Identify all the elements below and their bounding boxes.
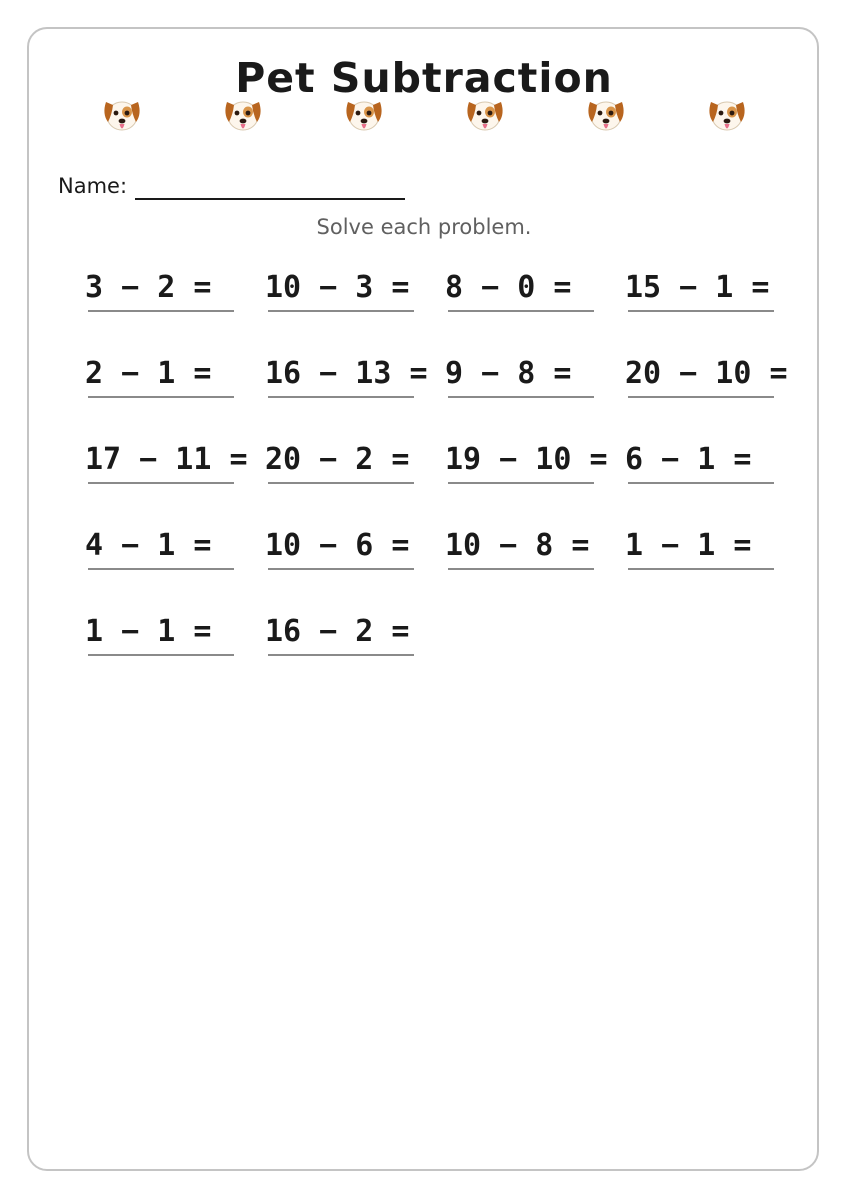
problem-item [85, 528, 265, 578]
problem-text: 17 − 11 = [85, 442, 248, 477]
answer-line[interactable] [268, 396, 414, 398]
answer-line[interactable] [448, 310, 594, 312]
problem-item [265, 442, 445, 492]
problem-item [625, 270, 805, 320]
answer-line[interactable] [628, 310, 774, 312]
problem-text: 4 − 1 = [85, 528, 212, 563]
answer-line[interactable] [268, 482, 414, 484]
problem-text: 10 − 8 = [445, 528, 590, 563]
problem-text: 19 − 10 = [445, 442, 608, 477]
problem-text: 1 − 1 = [625, 528, 752, 563]
problem-text: 10 − 6 = [265, 528, 410, 563]
answer-line[interactable] [88, 654, 234, 656]
problem-text: 20 − 2 = [265, 442, 410, 477]
problem-text: 6 − 1 = [625, 442, 752, 477]
worksheet-title: Pet Subtraction [235, 54, 613, 102]
answer-line[interactable] [88, 482, 234, 484]
answer-line[interactable] [268, 654, 414, 656]
problem-item [85, 270, 265, 320]
instructions: Solve each problem. [316, 215, 532, 239]
problem-text: 16 − 13 = [265, 356, 428, 391]
problem-item [265, 356, 445, 406]
problem-text: 20 − 10 = [625, 356, 788, 391]
problem-item [445, 270, 625, 320]
problem-text: 3 − 2 = [85, 270, 212, 305]
answer-line[interactable] [628, 482, 774, 484]
problem-item [625, 356, 805, 406]
answer-line[interactable] [448, 482, 594, 484]
problem-item [445, 442, 625, 492]
problem-item [445, 528, 625, 578]
problem-item [265, 614, 445, 664]
problem-item [85, 614, 265, 664]
answer-line[interactable] [88, 310, 234, 312]
problem-item [85, 356, 265, 406]
problem-item [265, 270, 445, 320]
problem-item [445, 356, 625, 406]
problem-text: 16 − 2 = [265, 614, 410, 649]
answer-line[interactable] [88, 568, 234, 570]
problem-text: 1 − 1 = [85, 614, 212, 649]
answer-line[interactable] [448, 396, 594, 398]
problem-text: 10 − 3 = [265, 270, 410, 305]
problem-item [265, 528, 445, 578]
answer-line[interactable] [628, 568, 774, 570]
answer-line[interactable] [268, 310, 414, 312]
answer-line[interactable] [628, 396, 774, 398]
answer-line[interactable] [268, 568, 414, 570]
problem-text: 15 − 1 = [625, 270, 770, 305]
problem-item [625, 528, 805, 578]
answer-line[interactable] [448, 568, 594, 570]
problem-item [625, 442, 805, 492]
name-label: Name: [58, 174, 128, 198]
problem-text: 9 − 8 = [445, 356, 572, 391]
problem-item [85, 442, 265, 492]
problem-text: 8 − 0 = [445, 270, 572, 305]
problem-text: 2 − 1 = [85, 356, 212, 391]
answer-line[interactable] [88, 396, 234, 398]
